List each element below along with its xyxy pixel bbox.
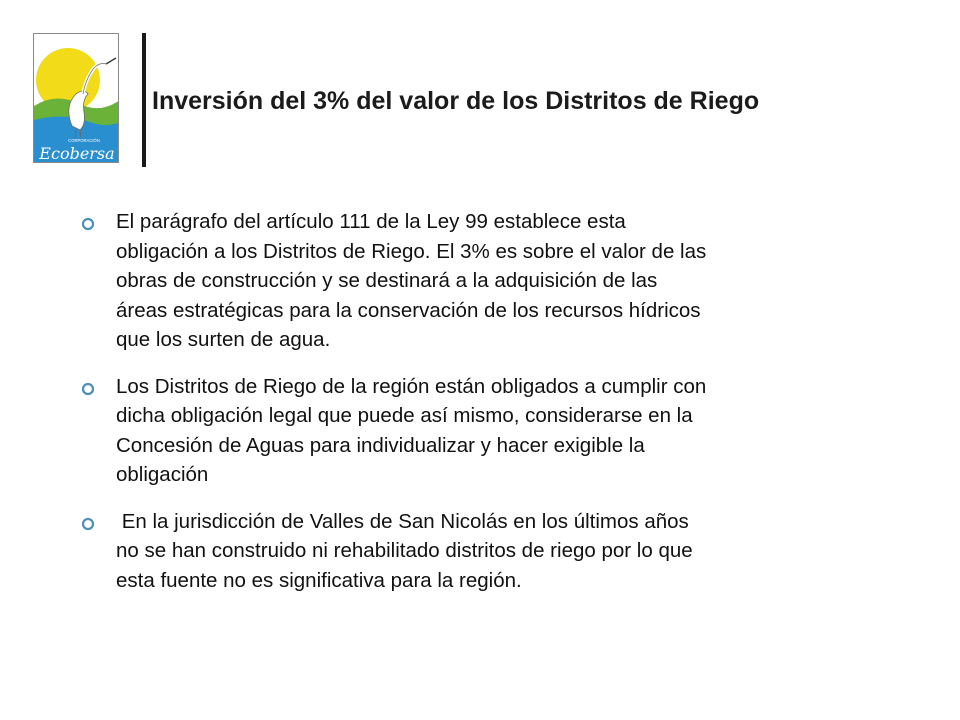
ecobersa-logo: [33, 33, 119, 163]
bullet-item: [80, 372, 890, 490]
ring-bullet-icon: [81, 217, 95, 231]
slide-title: Inversión del 3% del valor de los Distritos de Riego: [152, 87, 760, 115]
title-accent-bar: [142, 33, 146, 167]
ring-bullet-icon: [81, 517, 95, 531]
ring-bullet-icon: [81, 382, 95, 396]
bullet-item: [80, 207, 890, 355]
bullet-text: Los Distritos de Riego de la región están obligados a cumplir con dicha obligación legal que puede así mismo, considerarse en la Concesión de Aguas para individualizar y hacer exigible la obligación: [116, 374, 707, 486]
bullet-text: El parágrafo del artículo 111 de la Ley 99 establece esta obligación a los Distritos de Riego. El 3% es sobre el valor de las obras de construcción y se destinará a la adquisición de las áreas estratégicas para la conservación de los recursos hídricos que los surten de agua.: [116, 210, 707, 351]
logo-wordmark: Ecobersa: [39, 144, 115, 163]
logo-tagline: CORPORACIÓN: [68, 138, 100, 143]
bullet-text: En la jurisdicción de Valles de San Nicolás en los últimos años no se han construido ni rehabilitado distritos de riego por lo que esta fuente no es significativa para la región.: [116, 509, 693, 592]
bullet-item: [80, 507, 890, 596]
bullet-list: [80, 207, 890, 612]
